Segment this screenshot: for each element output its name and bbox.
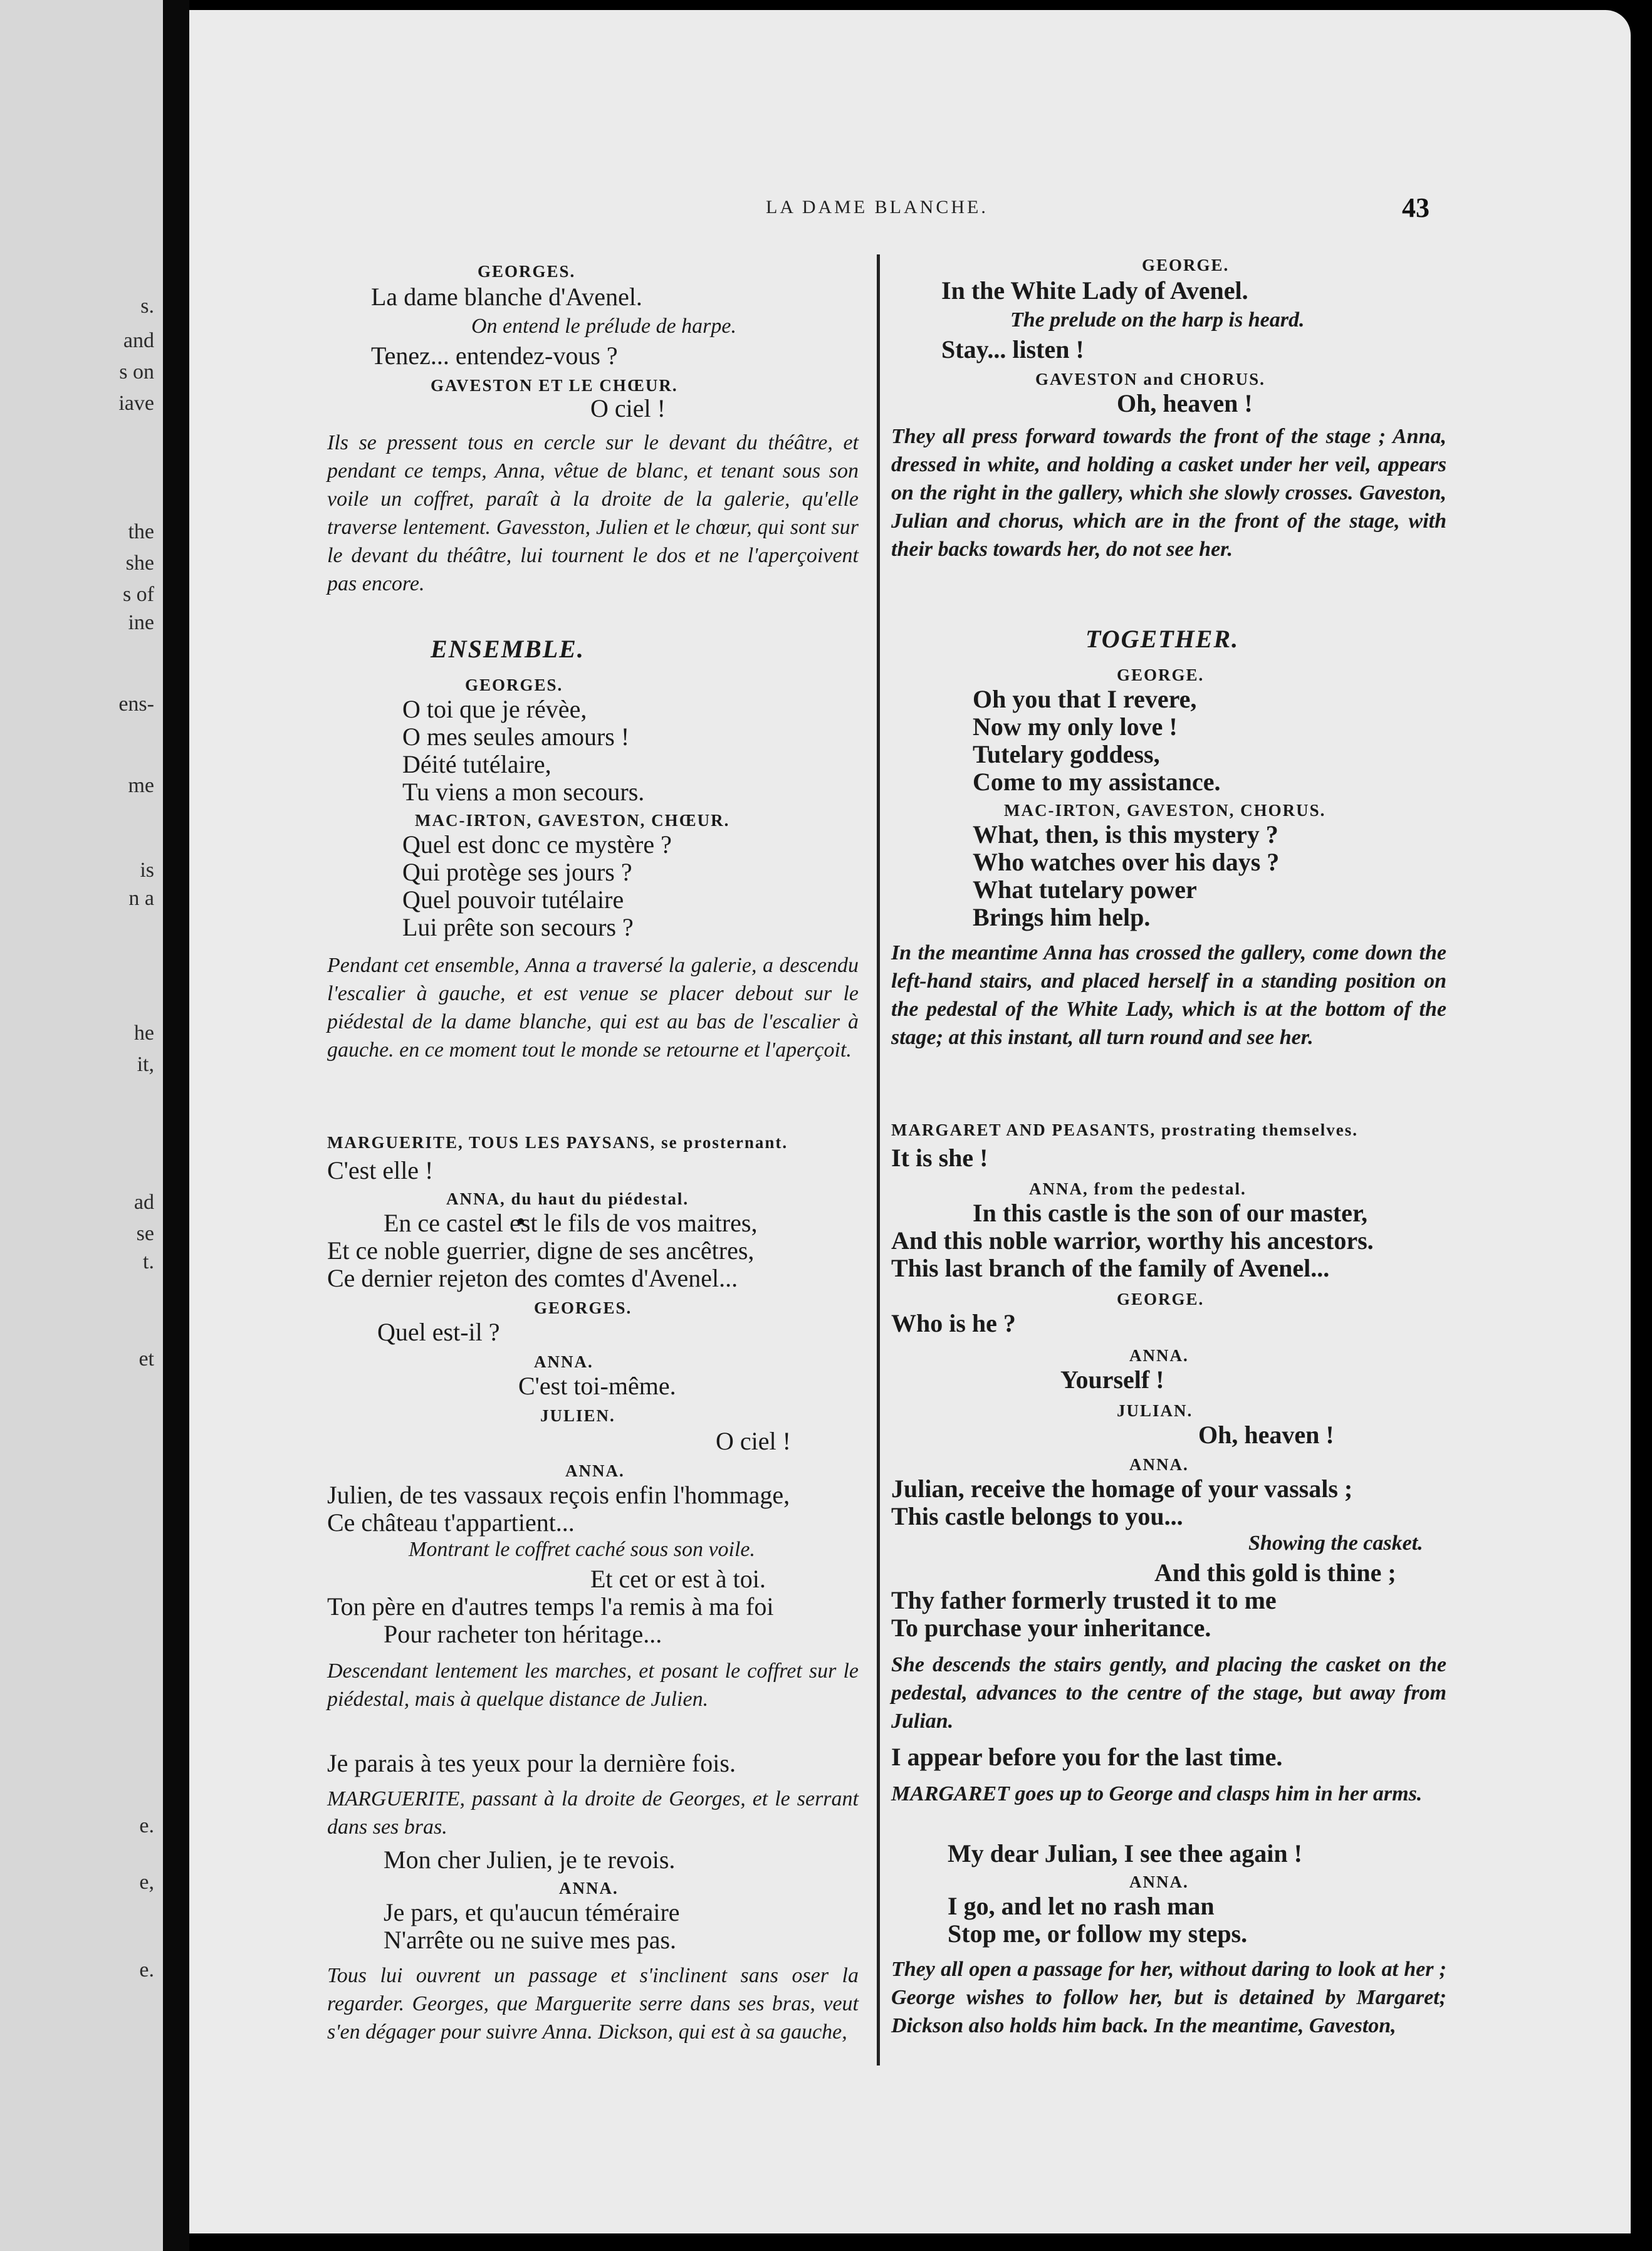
speaker-label: ANNA. — [559, 1879, 619, 1898]
verse-line: This castle belongs to you... — [891, 1502, 1183, 1530]
speaker-label: GEORGE. — [1117, 666, 1205, 684]
verse-line: Et cet or est à toi. — [590, 1565, 766, 1593]
verse-line: O toi que je révèe, — [402, 695, 587, 723]
left-fragment: e. — [139, 1814, 154, 1837]
left-fragment: e. — [139, 1958, 154, 1982]
verse-line: In the White Lady of Avenel. — [941, 276, 1248, 305]
speaker-label: GAVESTON ET LE CHŒUR. — [431, 376, 678, 395]
verse-line: O ciel ! — [590, 394, 666, 422]
verse-line: Et ce noble guerrier, digne de ses ancêtres, — [327, 1236, 755, 1265]
section-heading: ENSEMBLE. — [431, 635, 585, 663]
left-fragment: she — [125, 551, 154, 575]
verse-line: What, then, is this mystery ? — [973, 820, 1278, 849]
verse-line: My dear Julian, I see thee again ! — [948, 1839, 1302, 1867]
verse-line: Who is he ? — [891, 1309, 1016, 1337]
verse-line: And this noble warrior, worthy his ancestors. — [891, 1226, 1374, 1255]
speaker-label: ANNA. — [1129, 1455, 1189, 1474]
stage-direction: MARGUERITE, passant à la droite de Georges, et le serrant dans ses bras. — [327, 1787, 859, 1839]
verse-line: And this gold is thine ; — [1154, 1559, 1396, 1587]
verse-line: Mon cher Julien, je te revois. — [384, 1846, 676, 1874]
verse-line: Who watches over his days ? — [973, 848, 1280, 876]
verse-line: Lui prête son secours ? — [402, 913, 634, 941]
stage-direction: In the meantime Anna has crossed the gallery, come down the left-hand stairs, and placed herself in a standing position on the pedestal of the White Lady, which is at the bottom of the stage; at this instant, all turn round and see her. — [891, 941, 1446, 1049]
verse-line: Thy father formerly trusted it to me — [891, 1586, 1277, 1614]
left-fragment: n a — [128, 887, 154, 910]
verse-line: Come to my assistance. — [973, 768, 1221, 796]
verse-line: Déité tutélaire, — [402, 750, 552, 778]
adjacent-page-strip — [0, 0, 163, 2251]
stage-direction: Pendant cet ensemble, Anna a traversé la galerie, a descendu l'escalier à gauche, et est venue se placer debout sur le piédestal de la dame blanche, qui est au bas de l'escalier à gauche. en ce moment tout le monde se retourne et l'aperçoit. — [327, 954, 859, 1062]
speaker-label: MARGARET AND PEASANTS, prostrating themselves. — [891, 1120, 1359, 1139]
verse-line: Qui protège ses jours ? — [402, 858, 632, 886]
speaker-label: GEORGE. — [1117, 1290, 1205, 1308]
stage-direction: They all press forward towards the front of the stage ; Anna, dressed in white, and holding a casket under her veil, appears on the right in the gallery, which she slowly crosses. Gaveston, Julian and chorus, which are in the front of the stage, with their backs towards her, do not see her. — [891, 425, 1446, 561]
verse-line: I go, and let no rash man — [948, 1892, 1215, 1920]
verse-line: Je pars, et qu'aucun téméraire — [384, 1898, 680, 1926]
stage-direction: Tous lui ouvrent un passage et s'inclinent sans oser la regarder. Georges, que Marguerite serre dans ses bras, veut s'en dégager pour suivre Anna. Dickson, qui est à sa gauche, — [327, 1964, 859, 2044]
left-fragment: et — [139, 1347, 154, 1371]
stage-direction: Ils se pressent tous en cercle sur le devant du théâtre, et pendant ce temps, Anna, vêtue de blanc, et tenant sous son voile un coffret, paraît à la droite de la galerie, qu'elle traverse lentement. Gavesston, Julien et le chœur, qui sont sur le devant du théâtre, lui tournent le dos et ne l'aperçoivent pas encore. — [327, 431, 859, 595]
verse-line: N'arrête ou ne suive mes pas. — [384, 1926, 677, 1954]
stage-direction: She descends the stairs gently, and placing the casket on the pedestal, advances to the centre of the stage, but away from Julian. — [891, 1653, 1446, 1733]
verse-line: Ton père en d'autres temps l'a remis à ma foi — [327, 1592, 774, 1621]
verse-line: Now my only love ! — [973, 713, 1178, 741]
verse-line: Stay... listen ! — [941, 335, 1084, 363]
stage-direction: Showing the casket. — [1248, 1532, 1423, 1555]
stage-direction: The prelude on the harp is heard. — [1010, 308, 1305, 332]
running-head: LA DAME BLANCHE. — [766, 197, 988, 217]
left-fragment: t. — [143, 1250, 154, 1273]
speaker-label: ANNA. — [565, 1461, 625, 1480]
verse-line: Quel pouvoir tutélaire — [402, 885, 624, 914]
verse-line: Brings him help. — [973, 903, 1151, 931]
verse-line: Tenez... entendez-vous ? — [371, 342, 618, 370]
verse-line: C'est elle ! — [327, 1156, 434, 1184]
verse-line: Oh, heaven ! — [1198, 1421, 1334, 1449]
verse-line: Tu viens a mon secours. — [402, 778, 645, 806]
left-fragment: iave — [118, 392, 154, 415]
verse-line: Quel est donc ce mystère ? — [402, 830, 672, 859]
speaker-label: MAC-IRTON, GAVESTON, CHORUS. — [1004, 801, 1326, 820]
verse-line: Je parais à tes yeux pour la dernière fois. — [327, 1749, 736, 1777]
verse-line: Oh you that I revere, — [973, 685, 1197, 713]
verse-line: O mes seules amours ! — [402, 723, 630, 751]
section-heading: TOGETHER. — [1085, 625, 1240, 653]
verse-line: En ce castel est le fils de vos maitres, — [384, 1209, 758, 1237]
speaker-label: GEORGES. — [478, 262, 576, 281]
page-number: 43 — [1402, 192, 1430, 223]
verse-line: Quel est-il ? — [377, 1318, 500, 1346]
speaker-label: MARGUERITE, TOUS LES PAYSANS, se prosternant. — [327, 1133, 788, 1152]
verse-line: This last branch of the family of Avenel... — [891, 1254, 1330, 1282]
verse-line: Pour racheter ton héritage... — [384, 1620, 662, 1648]
speaker-label: GEORGES. — [534, 1298, 632, 1317]
verse-line: Oh, heaven ! — [1117, 389, 1253, 417]
left-fragment: me — [128, 774, 154, 797]
left-fragment: s. — [140, 295, 154, 318]
verse-line: Tutelary goddess, — [973, 740, 1160, 768]
verse-line: O ciel ! — [716, 1427, 791, 1455]
verse-line: La dame blanche d'Avenel. — [371, 283, 642, 311]
verse-line: Julian, receive the homage of your vassals ; — [891, 1475, 1353, 1503]
book-gutter — [163, 0, 189, 2251]
verse-line: To purchase your inheritance. — [891, 1614, 1211, 1642]
speaker-label: GAVESTON and CHORUS. — [1035, 370, 1265, 389]
verse-line: I appear before you for the last time. — [891, 1743, 1283, 1771]
stage-direction: On entend le prélude de harpe. — [471, 315, 736, 338]
left-fragment: e, — [139, 1871, 154, 1894]
speaker-label: ANNA, from the pedestal. — [1029, 1179, 1247, 1198]
left-fragment: and — [123, 329, 154, 352]
left-fragment: the — [128, 520, 154, 543]
left-fragment: se — [136, 1222, 154, 1245]
speaker-label: JULIAN. — [1117, 1401, 1193, 1420]
stage-direction: Montrant le coffret caché sous son voile. — [409, 1538, 756, 1561]
left-fragment: ad — [133, 1191, 154, 1214]
verse-line: C'est toi-même. — [518, 1372, 676, 1400]
verse-line: It is she ! — [891, 1144, 988, 1172]
speaker-label: ANNA. — [1129, 1872, 1189, 1891]
speaker-label: GEORGE. — [1142, 256, 1230, 274]
left-fragment: is — [140, 859, 154, 882]
verse-line: Ce dernier rejeton des comtes d'Avenel... — [327, 1264, 738, 1292]
left-fragment: s of — [122, 583, 154, 606]
left-fragment: ine — [128, 611, 154, 634]
column-rule — [877, 254, 880, 2066]
speaker-label: ANNA. — [1129, 1346, 1189, 1365]
verse-line: Yourself ! — [1060, 1366, 1164, 1394]
book-page — [189, 10, 1631, 2233]
stage-direction: MARGARET goes up to George and clasps him in her arms. — [891, 1782, 1423, 1805]
left-fragment: he — [133, 1021, 154, 1045]
stage-direction: They all open a passage for her, without daring to look at her ; George wishes to follow her, but is detained by Margaret; Dickson also holds him back. In the meantime, Gaveston, — [891, 1958, 1446, 2037]
stage-direction: Descendant lentement les marches, et posant le coffret sur le piédestal, mais à quelque distance de Julien. — [327, 1659, 859, 1711]
speaker-label: GEORGES. — [465, 676, 563, 694]
speaker-label: ANNA, du haut du piédestal. — [446, 1189, 689, 1208]
speaker-label: MAC-IRTON, GAVESTON, CHŒUR. — [415, 811, 730, 830]
verse-line: In this castle is the son of our master, — [973, 1199, 1368, 1227]
verse-line: What tutelary power — [973, 875, 1197, 904]
speaker-label: JULIEN. — [540, 1406, 615, 1425]
verse-line: Ce château t'appartient... — [327, 1508, 575, 1537]
left-fragment: ens- — [118, 692, 154, 716]
left-fragment: s on — [119, 360, 154, 384]
speaker-label: ANNA. — [534, 1352, 593, 1371]
verse-line: Stop me, or follow my steps. — [948, 1919, 1248, 1948]
left-fragment: it, — [137, 1053, 154, 1076]
verse-line: Julien, de tes vassaux reçois enfin l'hommage, — [327, 1481, 790, 1509]
